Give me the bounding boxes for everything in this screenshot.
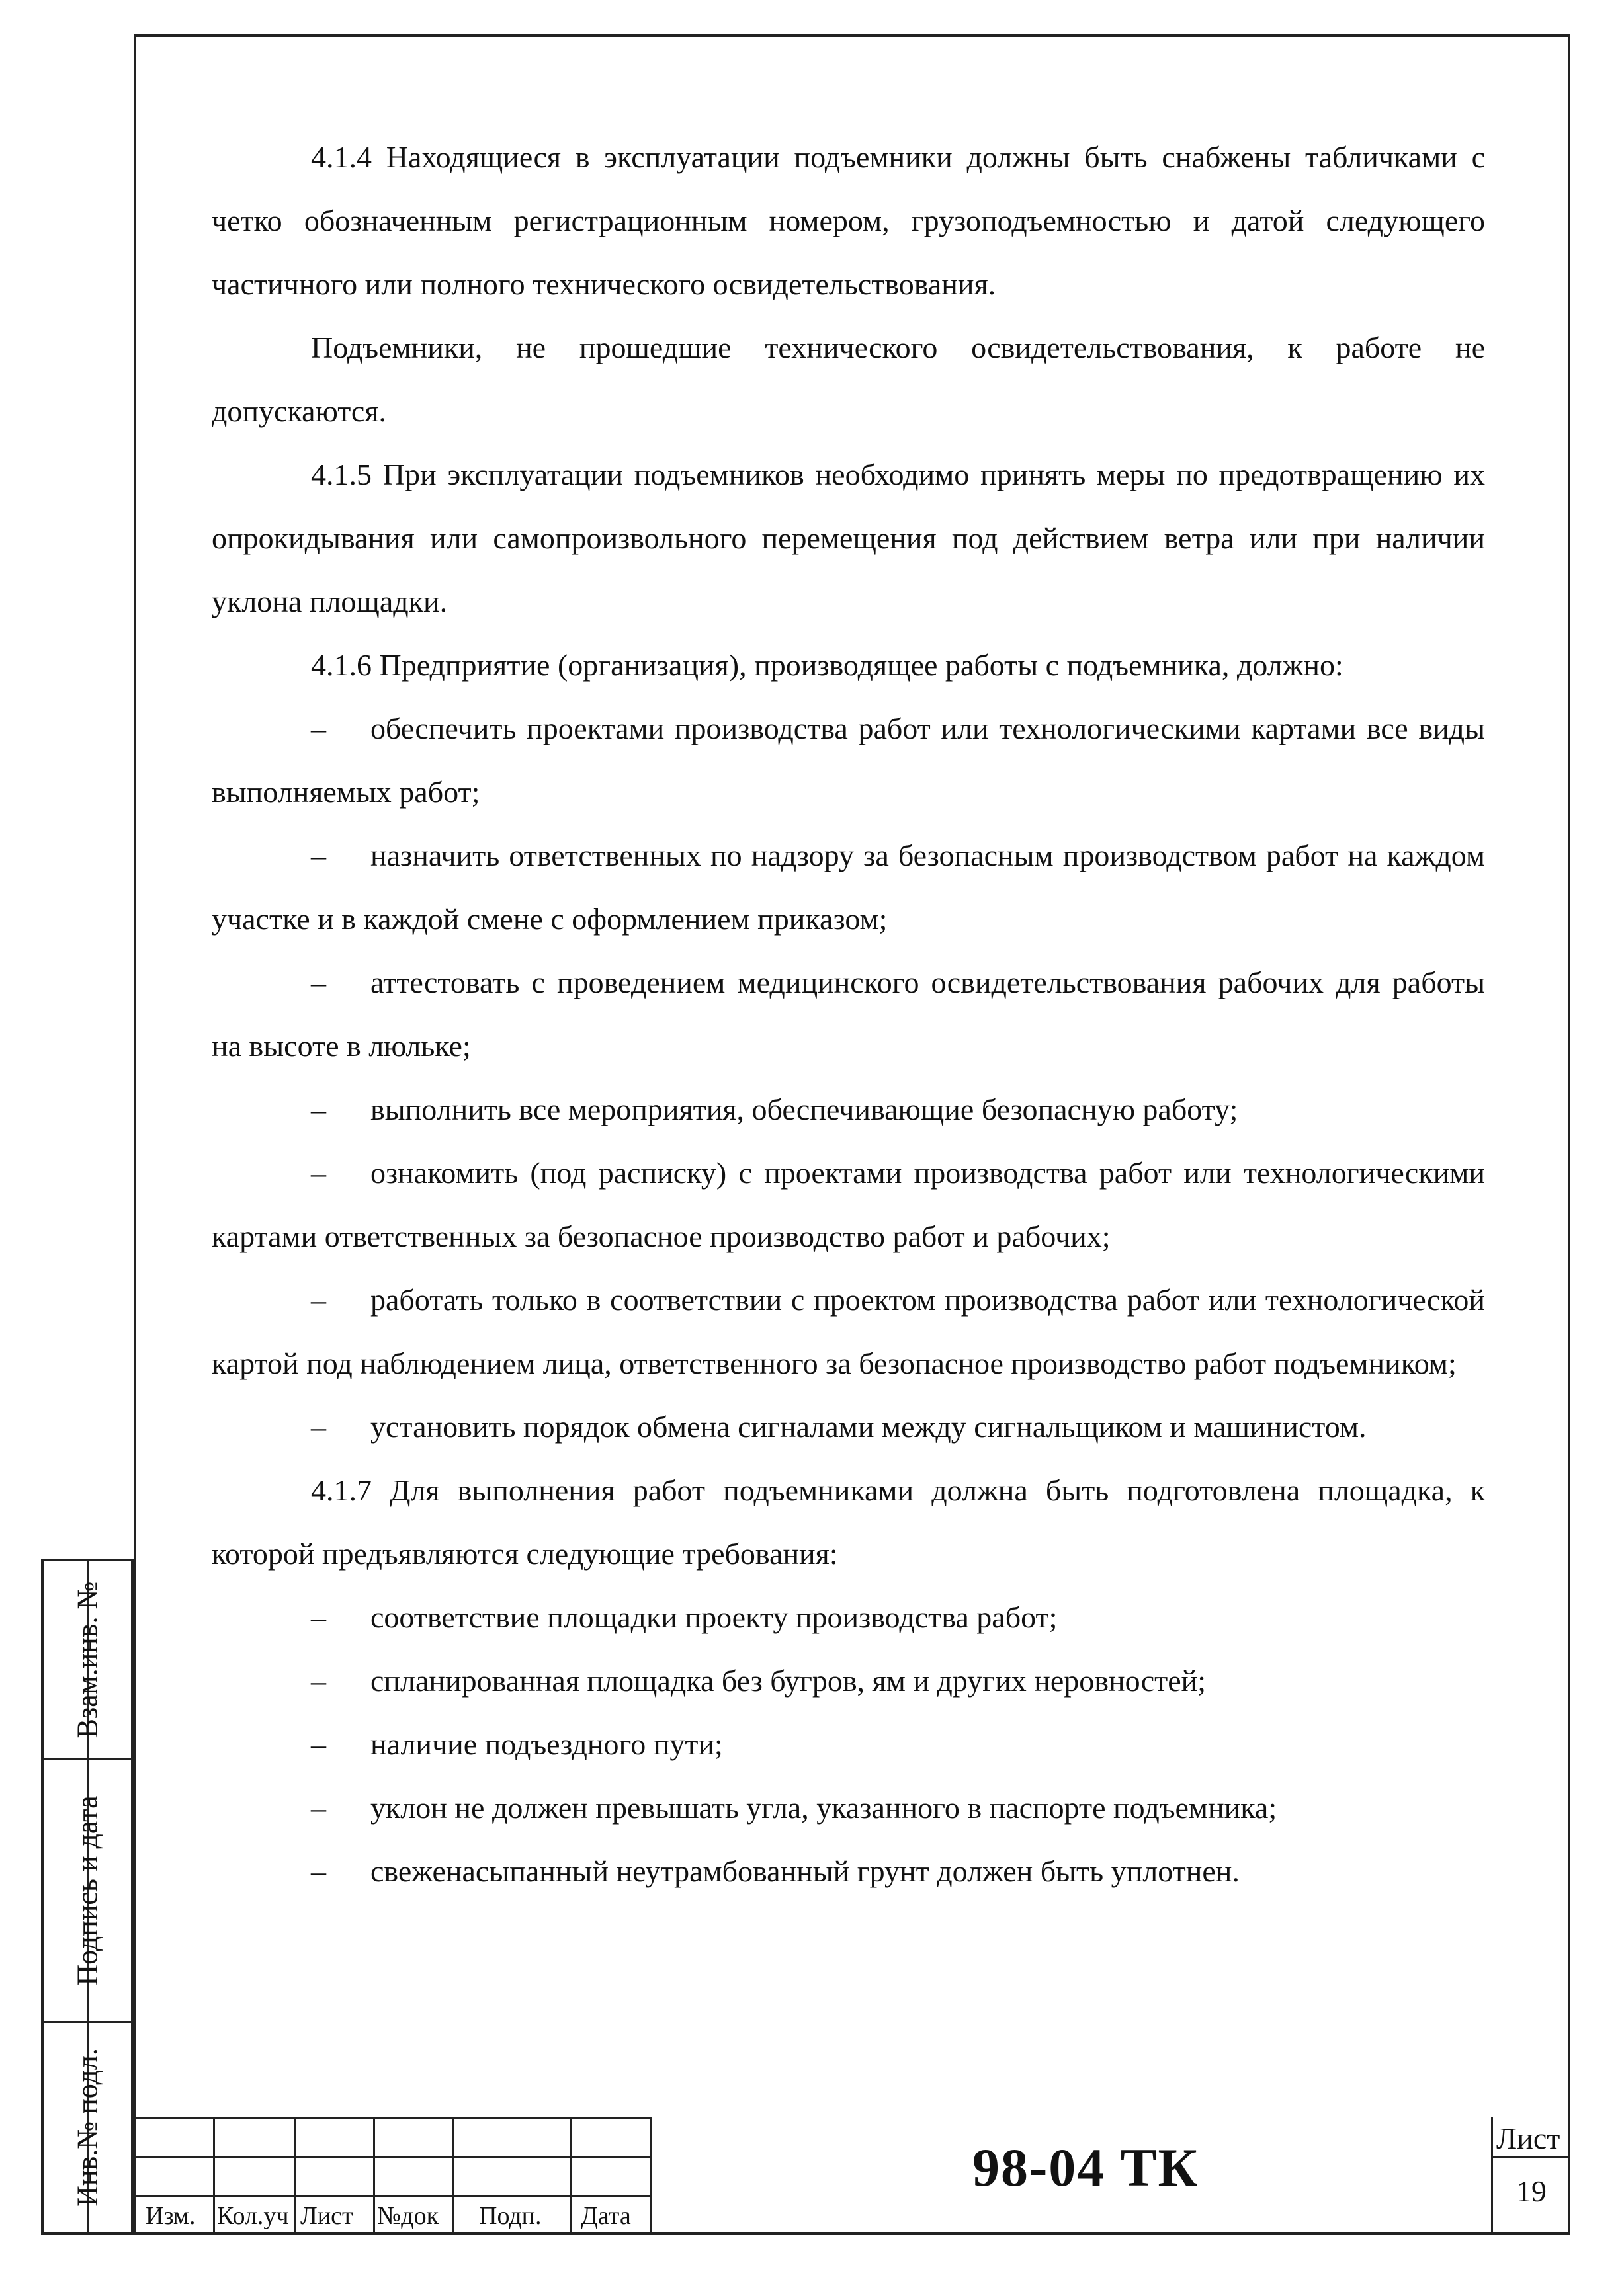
list-item-text: работать только в соответствии с проектом производства работ или технологической картой под наблюдением лица, ответственного за безопасное производство работ подъемником; [212, 1283, 1485, 1380]
paragraph [212, 316, 1485, 443]
list-item-text: обеспечить проектами производства работ или технологическими картами все виды выполняемых работ; [212, 712, 1485, 809]
list-item [212, 1649, 1485, 1713]
col-data: Дата [581, 2202, 631, 2230]
list-item-text: аттестовать с проведением медицинского освидетельствования рабочих для работы на высоте в люльке; [212, 965, 1485, 1063]
list-item-text: свеженасыпанный неутрамбованный грунт должен быть уплотнен. [370, 1854, 1240, 1888]
list-item [212, 1078, 1485, 1141]
paragraph [212, 1459, 1485, 1586]
list-item [212, 1141, 1485, 1268]
list-dash: – [311, 1092, 326, 1126]
tb-line [570, 2117, 572, 2234]
list-item [212, 824, 1485, 951]
list-item-text: установить порядок обмена сигналами между сигнальщиком и машинистом. [370, 1410, 1367, 1444]
tb-line [452, 2117, 454, 2234]
sheet-label: Лист [1496, 2121, 1560, 2155]
stamp-label-inv-podl: Инв.№ подл. [71, 2048, 104, 2207]
title-block [134, 2117, 1570, 2234]
list-item [212, 1586, 1485, 1649]
list-item [212, 951, 1485, 1078]
list-item [212, 1395, 1485, 1459]
paragraph [212, 126, 1485, 316]
tb-line [1491, 2117, 1493, 2234]
paragraph-text: Подъемники, не прошедшие технического освидетельствования, к работе не допускаются. [212, 331, 1485, 428]
document-body [212, 126, 1485, 1903]
col-ndok: №док [377, 2202, 439, 2230]
list-dash: – [311, 1854, 326, 1888]
paragraph-text: 4.1.4 Находящиеся в эксплуатации подъемники должны быть снабжены табличками с четко обозначенным регистрационным номером, грузоподъемностью и датой следующего частичного или полного технического освидетельствования. [212, 140, 1485, 301]
list-item-text: наличие подъездного пути; [370, 1727, 723, 1761]
list-dash: – [311, 1600, 326, 1634]
stamp-label-podpis-data: Подпись и дата [71, 1795, 104, 1986]
list-item-text: выполнить все мероприятия, обеспечивающие безопасную работу; [370, 1092, 1238, 1126]
col-kol-uch: Кол.уч [217, 2202, 289, 2230]
tb-line [294, 2117, 296, 2234]
list-dash: – [311, 712, 326, 745]
stamp-cell-podpis [44, 1760, 131, 2023]
list-dash: – [311, 1283, 326, 1317]
list-dash: – [311, 1410, 326, 1444]
paragraph-text: 4.1.7 Для выполнения работ подъемниками должна быть подготовлена площадка, к которой предъявляются следующие требования: [212, 1473, 1485, 1571]
list-item-text: назначить ответственных по надзору за безопасным производством работ на каждом участке и в каждой смене с оформлением приказом; [212, 839, 1485, 936]
tb-line [134, 2195, 650, 2197]
col-list: Лист [300, 2202, 353, 2230]
list-item-text: ознакомить (под расписку) с проектами производства работ или технологическими картами ответственных за безопасное производство работ и рабочих; [212, 1156, 1485, 1253]
list-dash: – [311, 1156, 326, 1190]
tb-line [213, 2117, 215, 2234]
list-item [212, 1713, 1485, 1776]
paragraph-text: 4.1.6 Предприятие (организация), производящее работы с подъемника, должно: [311, 648, 1343, 682]
stamp-cell-inv [44, 2023, 131, 2232]
list-dash: – [311, 965, 326, 999]
tb-line [134, 2117, 650, 2119]
col-izm: Изм. [146, 2202, 196, 2230]
list-item [212, 1840, 1485, 1903]
list-item [212, 1776, 1485, 1840]
list-item-text: соответствие площадки проекту производства работ; [370, 1600, 1058, 1634]
list-item-text: уклон не должен превышать угла, указанного в паспорте подъемника; [370, 1791, 1277, 1824]
paragraph [212, 634, 1485, 697]
sheet-number: 19 [1516, 2174, 1547, 2208]
stamp-cell-vzam [44, 1561, 131, 1760]
tb-line [134, 2156, 650, 2158]
side-stamp [41, 1559, 134, 2234]
paragraph [212, 443, 1485, 634]
tb-line [373, 2117, 375, 2234]
list-item [212, 1268, 1485, 1395]
list-dash: – [311, 839, 326, 872]
document-code: 98-04 ТК [972, 2137, 1199, 2197]
stamp-label-vzam-inv: Взам.инв. № [71, 1581, 104, 1738]
list-dash: – [311, 1664, 326, 1698]
tb-line [650, 2117, 652, 2234]
paragraph-text: 4.1.5 При эксплуатации подъемников необходимо принять меры по предотвращению их опрокидывания или самопроизвольного перемещения под действием ветра или при наличии уклона площадки. [212, 458, 1485, 618]
col-podp: Подп. [479, 2202, 542, 2230]
list-item-text: спланированная площадка без бугров, ям и других неровностей; [370, 1664, 1207, 1698]
tb-line [1491, 2156, 1570, 2158]
list-dash: – [311, 1791, 326, 1824]
list-item [212, 697, 1485, 824]
list-dash: – [311, 1727, 326, 1761]
